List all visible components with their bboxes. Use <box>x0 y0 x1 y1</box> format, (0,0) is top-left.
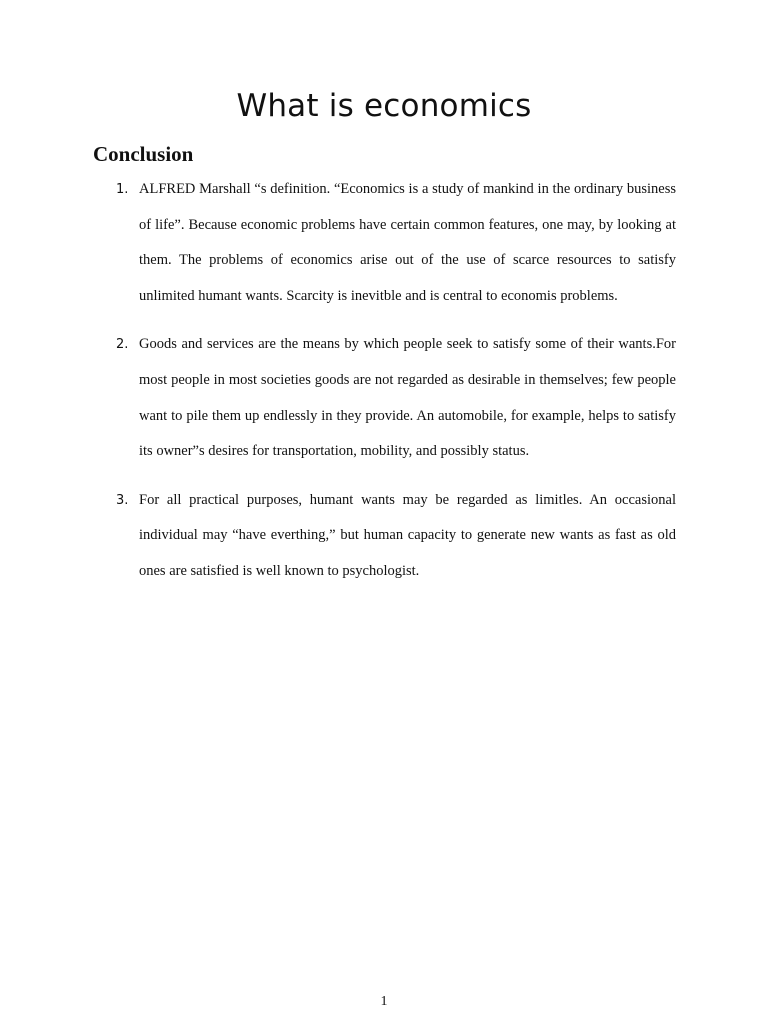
document-title: What is economics <box>236 88 532 124</box>
numbered-list <box>0 172 768 603</box>
list-item-text: ALFRED Marshall “s definition. “Economics is a study of mankind in the ordinary business of life”. Because economic problems have certain common features, one may, by looking at them. The problems of economics arise out of the use of scarce resources to satisfy unlimited humant wants. Scarcity is inevitble and is central to economis problems. <box>139 181 676 304</box>
list-item-text: Goods and services are the means by which people seek to satisfy some of their wants.For most people in most societies goods are not regarded as desirable in themselves; few people want to pile them up endlessly in they provide. An automobile, for example, helps to satisfy its owner”s desires for transportation, mobility, and possibly status. <box>139 336 676 460</box>
page-number: 1 <box>380 994 388 1009</box>
list-item-number: 3. <box>116 492 129 508</box>
list-item <box>0 483 768 590</box>
list-item-text: For all practical purposes, humant wants may be regarded as limitles. An occasional individual may “have everthing,” but human capacity to generate new wants as fast as old ones are satisfied is well known to psychologist. <box>139 491 676 579</box>
list-item-number: 1. <box>116 182 129 197</box>
list-item <box>0 172 768 314</box>
list-item <box>0 327 768 469</box>
list-item-number: 2. <box>116 337 129 353</box>
section-heading: Conclusion <box>93 142 194 166</box>
